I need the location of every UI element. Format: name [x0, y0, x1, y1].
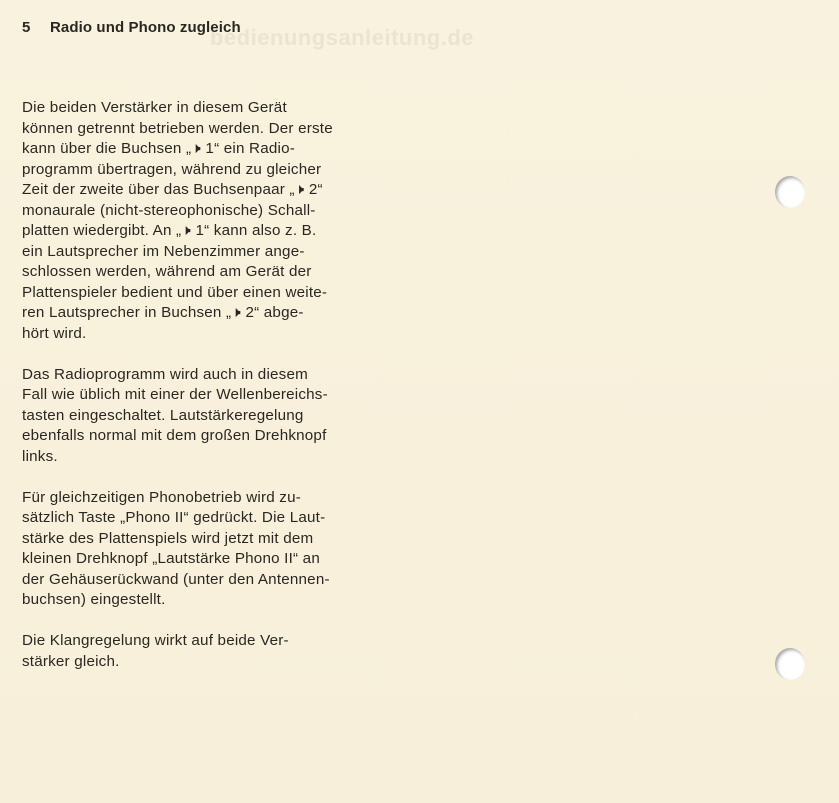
text-line: sätzlich Taste „Phono II“ gedrückt. Die Laut- — [22, 509, 326, 526]
text-line: der Gehäuserückwand (unter den Antennen- — [22, 570, 330, 588]
paragraph-tone-control — [22, 631, 382, 672]
text-line: Die Klangregelung wirkt auf beide Ver- — [22, 632, 289, 649]
text-line: buchsen) eingestellt. — [22, 591, 166, 608]
paragraph-radio-program — [22, 365, 382, 468]
section-title: Radio und Phono zugleich — [50, 19, 241, 36]
text-line: programm übertragen, während zu gleicher — [22, 160, 322, 178]
body-text — [22, 98, 382, 693]
text-line: Für gleichzeitigen Phonobetrieb wird zu- — [22, 488, 301, 506]
text-line: ebenfalls normal mit dem großen Drehknopf — [22, 427, 327, 444]
binder-hole-top — [775, 176, 805, 208]
text-line: können getrennt betrieben werden. Der erste — [22, 119, 333, 137]
text-line: stärke des Plattenspiels wird jetzt mit dem — [22, 529, 314, 547]
text-line: platten wiedergibt. An „🕨 1“ kann also z. B. — [22, 222, 317, 239]
text-line: Plattenspieler bedient und über einen weite- — [22, 283, 328, 301]
text-line: monaurale (nicht-stereophonische) Schall- — [22, 201, 316, 219]
text-line: kleinen Drehknopf „Lautstärke Phono II“ an — [22, 550, 320, 567]
text-line: hört wird. — [22, 324, 87, 342]
text-line: Zeit der zweite über das Buchsenpaar „🕨 2“ — [22, 181, 323, 198]
text-line: Die beiden Verstärker in diesem Gerät — [22, 99, 287, 116]
text-line: kann über die Buchsen „🕨 1“ ein Radio- — [22, 140, 295, 157]
paragraph-phono-operation — [22, 488, 382, 611]
text-line: Fall wie üblich mit einer der Wellenbereichs- — [22, 386, 328, 403]
binder-hole-bottom — [775, 648, 805, 680]
section-number: 5 — [22, 19, 31, 36]
text-line: tasten eingeschaltet. Lautstärkeregelung — [22, 406, 304, 424]
text-line: ein Lautsprecher im Nebenzimmer ange- — [22, 242, 305, 260]
paragraph-two-amplifiers — [22, 98, 382, 344]
text-line: Das Radioprogramm wird auch in diesem — [22, 365, 308, 383]
watermark: bedienungsanleitung.de — [210, 25, 475, 50]
text-line: stärker gleich. — [22, 652, 120, 670]
section-heading — [22, 19, 241, 36]
text-line: links. — [22, 447, 58, 465]
text-line: ren Lautsprecher in Buchsen „🕨 2“ abge- — [22, 304, 304, 321]
text-line: schlossen werden, während am Gerät der — [22, 263, 312, 280]
